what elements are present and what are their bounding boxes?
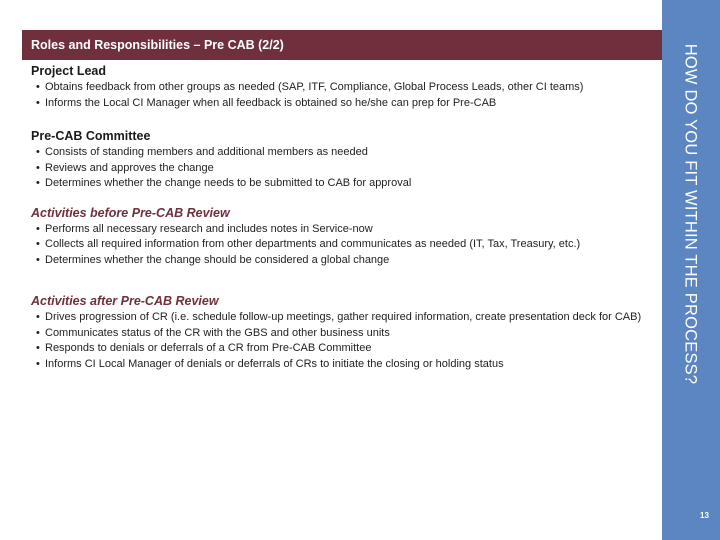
bullet-item: • Collects all required information from other departments and communicates as needed (IT, Tax, Treasury, etc.) [36,237,656,253]
bullet-item: • Determines whether the change needs to be submitted to CAB for approval [36,176,656,192]
bullet-list [31,145,656,192]
bullet-item: • Reviews and approves the change [36,161,656,177]
bullet-item: • Informs the Local CI Manager when all feedback is obtained so he/she can prep for Pre-CAB [36,96,656,112]
bullet-item: • Obtains feedback from other groups as needed (SAP, ITF, Compliance, Global Process Leads, other CI teams) [36,80,656,96]
side-title: HOW DO YOU FIT WITHIN THE PROCESS? [681,43,700,385]
bullet-item: • Drives progression of CR (i.e. schedule follow-up meetings, gather required information, create presentation deck for CAB) [36,310,656,326]
bullet-item: • Determines whether the change should be considered a global change [36,253,656,269]
bullet-list [31,80,656,111]
bullet-item: • Communicates status of the CR with the GBS and other business units [36,326,656,342]
slide-title: Roles and Responsibilities – Pre CAB (2/2) [31,38,284,52]
slide-content [31,64,656,384]
bullet-item: • Performs all necessary research and includes notes in Service-now [36,222,656,238]
slide-title-bar [22,30,662,60]
section-heading: Activities before Pre-CAB Review [31,205,230,220]
section-heading: Pre-CAB Committee [31,129,151,143]
section-heading: Project Lead [31,64,107,78]
section-activities-before [31,206,656,269]
bullet-item: • Informs CI Local Manager of denials or deferrals of CRs to initiate the closing or holding status [36,357,656,373]
bullet-item: • Consists of standing members and additional members as needed [36,145,656,161]
bullet-item: • Responds to denials or deferrals of a CR from Pre-CAB Committee [36,341,656,357]
section-heading: Activities after Pre-CAB Review [31,294,219,308]
section-project-lead [31,64,656,111]
bullet-list [31,222,656,269]
bullet-list [31,310,656,372]
section-pre-cab-committee [31,129,656,192]
section-activities-after [31,294,656,372]
page-number: 13 [700,511,709,520]
